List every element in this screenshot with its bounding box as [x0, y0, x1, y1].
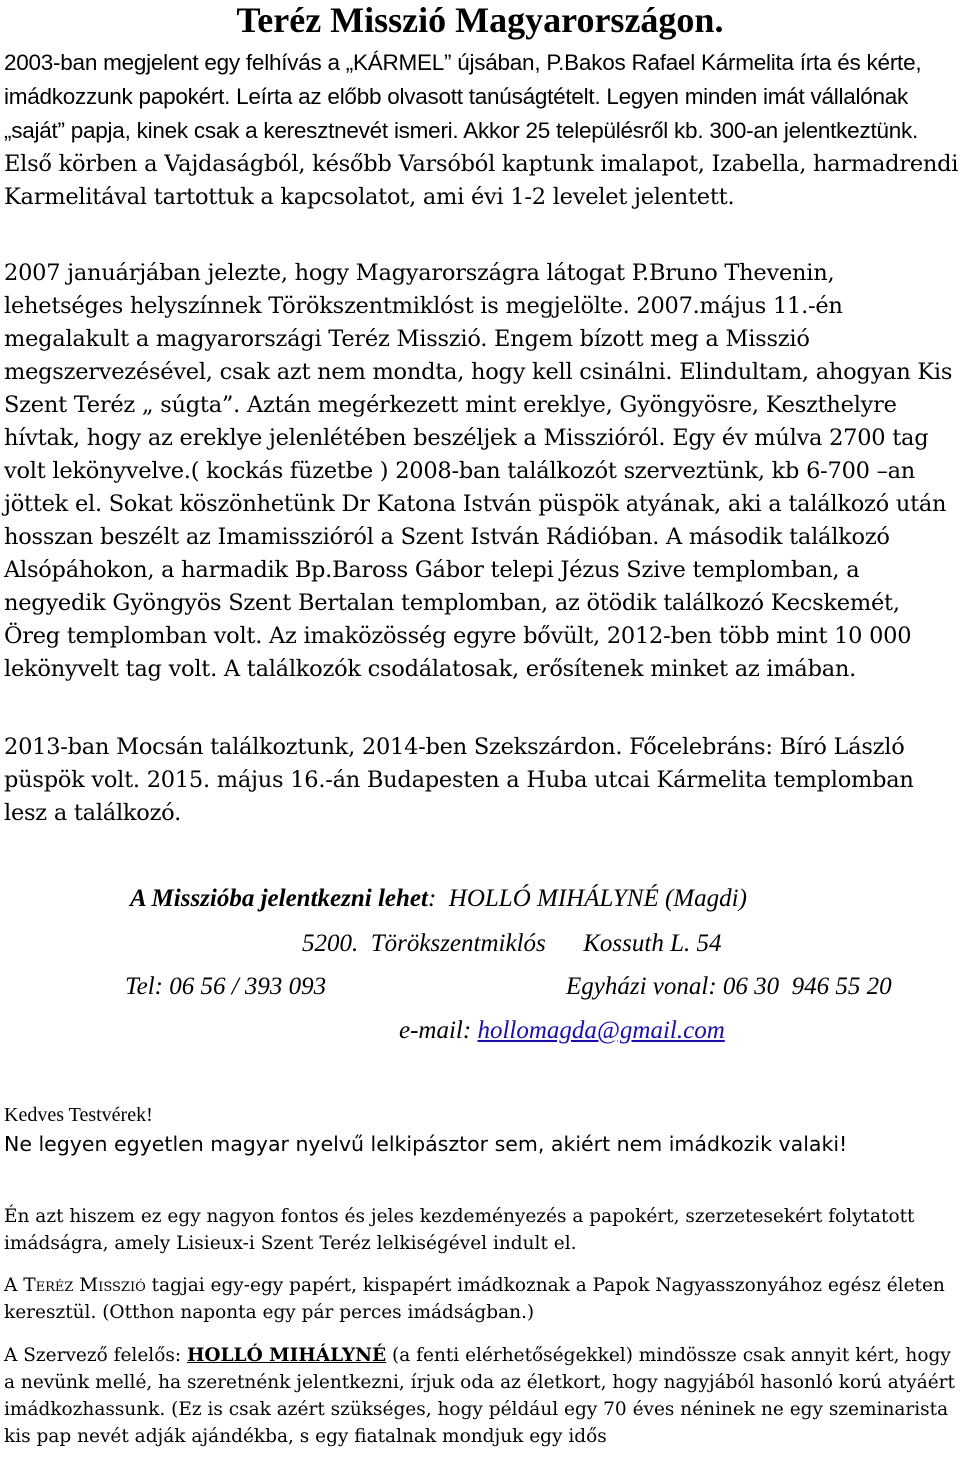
contact-label: A Misszióba jelentkezni lehet	[130, 885, 428, 912]
organizer-paragraph-prefix: A Szervező felelős:	[4, 1345, 187, 1366]
contact-line	[130, 884, 747, 914]
founding-paragraph-part3: Aztán megérkezett mint ereklye, Gyöngyösre, Keszthelyre hívtak, hogy az ereklye jelenlétében beszéljek a Misszióról. Egy év múlva 2700 tag volt lekönyvelve.( kockás füzetbe ) 2008-ban találkozót szerveztünk, kb 6-700 –an jöttek el. Sokat köszönhetünk Dr Katona István püspök atyának, aki a találkozó után hosszan beszélt az Imamisszióról a Szent István Rádióban. A második találkozó Alsópáhokon, a harmadik Bp.Baross Gábor telepi Jézus Szive templomban, a negyedik Gyöngyös Szent Bertalan templomban, az ötödik találkozó Kecskemét, Öreg templomban volt. Az imaközösség egyre bővült, 2012-ben több mint 10 000 lekönyvelt tag volt. A találkozók csodálatosak, erősítenek minket az imában.	[4, 392, 947, 682]
document-title: Teréz Misszió Magyarországon.	[236, 0, 724, 40]
organizer-paragraph-rest: (a fenti elérhetőségekkel) mindössze csak annyit kért, hogy a nevünk mellé, ha szeretnénk jelentkezni, írjuk oda az életkort, hogy nagyjából hasonló korú atyáért imádkozhassunk. (Ez is csak azért szükséges, hogy például egy 70 éves néninek ne egy szeminarista kis pap nevét adják ajándékba, s egy fiatalnak mondjuk egy idős	[4, 1345, 955, 1447]
founding-paragraph	[4, 257, 959, 686]
opinion-paragraph: Én azt hiszem ez egy nagyon fontos és jeles kezdeményezés a papokért, szerzetesekért folytatott imádságra, amely Lisieux-i Szent Teréz lelkiségével indult el.	[4, 1206, 915, 1254]
greeting: Kedves Testvérek!	[4, 1104, 153, 1126]
contact-email-line	[399, 1016, 725, 1046]
history-paragraph-part1: 2003-ban megjelent egy felhívás a „KÁRMEL” újsában, P.Bakos Rafael Kármelita írta és kérte, imádkozzunk papokért. Leírta az előbb olvasott tanúságtételt. Legyen minden imát vállalónak „saját” papja, kinek csak a keresztnevét ismeri. Akkor 25 településről kb. 300-an jelentkeztünk.	[4, 50, 922, 143]
history-paragraph	[4, 46, 959, 214]
members-paragraph-prefix: A	[4, 1275, 24, 1296]
organizer-paragraph	[4, 1342, 959, 1450]
contact-phone: Tel: 06 56 / 393 093	[125, 973, 327, 1000]
founding-paragraph-part2: Engem bízott meg a Misszió megszervezésével, csak azt nem mondta, hogy kell csinálni. Elindultam, ahogyan Kis Szent Teréz „ súgta”.	[4, 326, 953, 418]
members-paragraph-rest: tagjai egy-egy papért, kispapért imádkoznak a Papok Nagyasszonyához egész életen keresztül. (Otthon naponta egy pár perces imádságban.)	[4, 1275, 945, 1323]
contact-email-link[interactable]: hollomagda@gmail.com	[477, 1017, 725, 1044]
appeal-text: Ne legyen egyetlen magyar nyelvű lelkipásztor sem, akiért nem imádkozik valaki!	[4, 1132, 848, 1156]
mission-name: Teréz Misszió	[23, 1275, 146, 1296]
contact-name: HOLLÓ MIHÁLYNÉ (Magdi)	[448, 885, 747, 912]
members-paragraph	[4, 1272, 959, 1326]
contact-email-label: e-mail:	[399, 1017, 478, 1044]
organizer-name: HOLLÓ MIHÁLYNÉ	[186, 1345, 387, 1366]
founding-paragraph-part1: 2007 januárjában jelezte, hogy Magyarországra látogat P.Bruno Thevenin, lehetséges helyszínnek Törökszentmiklóst is megjelölte. 2007.május 11.-én megalakult a magyarországi Teréz Misszió.	[4, 260, 843, 352]
meetings-paragraph: 2013-ban Mocsán találkoztunk, 2014-ben Szekszárdon. Főcelebráns: Bíró László püspök volt. 2015. május 16.-án Budapesten a Huba utcai Kármelita templomban lesz a találkozó.	[4, 734, 914, 826]
contact-address: 5200. Törökszentmiklós Kossuth L. 54	[302, 930, 722, 957]
contact-church-phone: Egyházi vonal: 06 30 946 55 20	[566, 973, 892, 1000]
contact-label-colon: :	[427, 885, 437, 912]
history-paragraph-part2: Első körben a Vajdaságból, később Varsóból kaptunk imalapot, Izabella, harmadrendi Karmelitával tartottuk a kapcsolatot, ami évi 1-2 levelet jelentett.	[4, 151, 959, 210]
